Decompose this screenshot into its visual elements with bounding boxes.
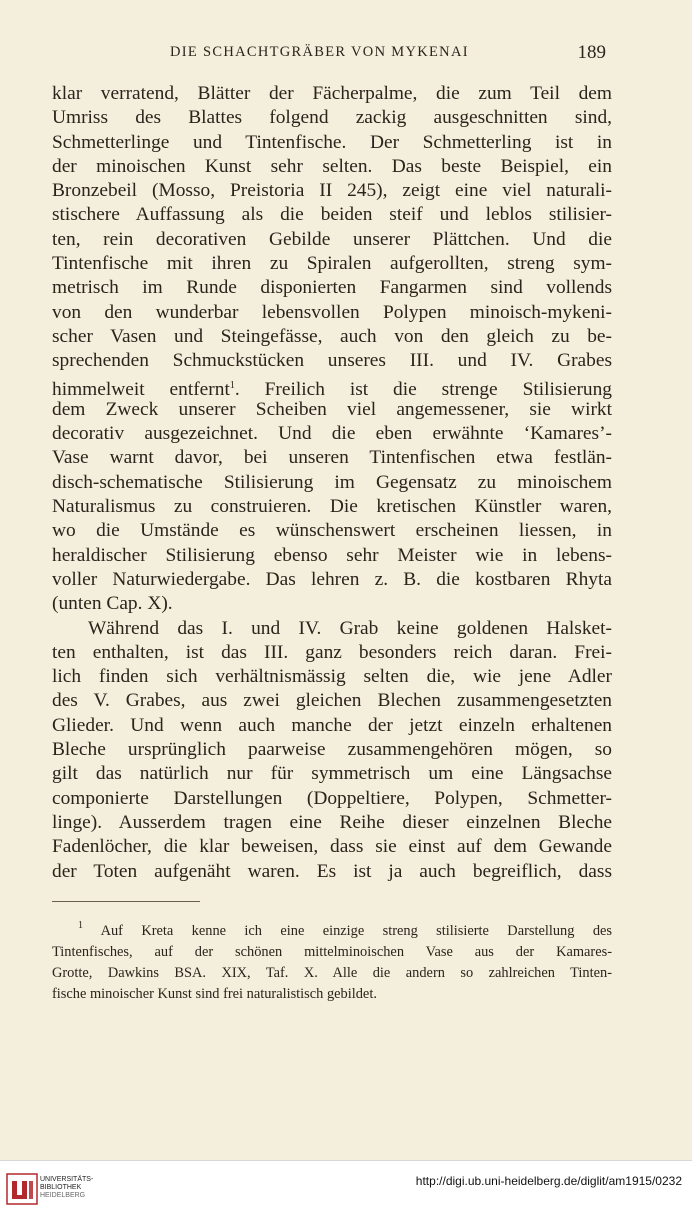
text-segment: himmelweit entfernt [52, 378, 230, 400]
text-line: Bronzebeil (Mosso, Preistoria II 245), zeigt eine viel naturali- [52, 180, 612, 202]
footnote [52, 915, 612, 1005]
text-line: Tintenfische mit ihren zu Spiralen aufgerollten, streng sym- [52, 253, 612, 275]
text-line: von den wunderbar lebensvollen Polypen minoisch-mykeni- [52, 301, 612, 323]
text-line: heraldischer Stilisierung ebenso sehr Meister wie in lebens- [52, 544, 612, 566]
university-library-logo-icon[interactable] [6, 1173, 38, 1205]
text-line: Naturalismus zu construieren. Die kretischen Künstler waren, [52, 496, 612, 518]
text-line: Fadenlöcher, die klar beweisen, dass sie einst auf dem Gewande [52, 836, 612, 858]
text-line: klar verratend, Blätter der Fächerpalme, die zum Teil dem [52, 83, 612, 104]
running-title: DIE SCHACHTGRÄBER VON MYKENAI [170, 44, 469, 60]
footnote-reference: 1 [229, 379, 235, 391]
text-line: componierte Darstellungen (Doppeltiere, Polypen, Schmetter- [52, 787, 612, 809]
text-line: des V. Grabes, aus zwei gleichen Blechen zusammengesetzten [52, 690, 612, 712]
text-line: scher Vasen und Steingefässe, auch von den gleich zu be- [52, 325, 612, 347]
text-line: gilt das natürlich nur für symmetrisch um eine Längsachse [52, 763, 612, 785]
footnote-line: Tintenfisches, auf der schönen mittelminoischen Vase aus der Kamares- [52, 944, 612, 960]
text-line: Bleche ursprünglich paarweise zusammengehören mögen, so [52, 739, 612, 761]
text-line: linge). Ausserdem tragen eine Reihe dieser einzelnen Bleche [52, 811, 612, 833]
footnote-line: fische minoischer Kunst sind frei naturalistisch gebildet. [52, 986, 377, 1002]
text-line: stischere Auffassung als die beiden steif und leblos stilisier- [52, 204, 612, 226]
text-line: wo die Umstände es wünschenswert erscheinen liessen, in [52, 520, 612, 542]
footnote-text: Auf Kreta kenne ich eine einzige streng stilisierte Darstellung des [100, 923, 613, 939]
text-line: der minoischen Kunst sehr selten. Das beste Beispiel, ein [52, 155, 612, 177]
viewer-footer [0, 1160, 692, 1215]
text-line: (unten Cap. X). [52, 593, 173, 615]
footnote-divider [52, 901, 200, 902]
text-line: ten enthalten, ist das III. ganz besonders reich daran. Frei- [52, 641, 612, 663]
text-segment: . Freilich ist die strenge Stilisierung [234, 378, 612, 400]
library-name-line: UNIVERSITÄTS- [40, 1176, 94, 1183]
library-name-line: BIBLIOTHEK [40, 1184, 82, 1191]
text-line: sprechenden Schmuckstücken unseres III. und IV. Grabes [52, 350, 612, 372]
library-name-line: HEIDELBERG [40, 1192, 86, 1199]
text-line: disch-schematische Stilisierung im Gegensatz zu minoischem [52, 471, 612, 493]
page-number: 189 [577, 42, 606, 63]
text-line: metrisch im Runde disponierten Fangarmen sind vollends [52, 277, 612, 299]
text-line: decorativ ausgezeichnet. Und die eben erwähnte ‘Kamares’- [52, 423, 612, 445]
text-line: Vase warnt davor, bei unseren Tintenfischen etwa festlän- [52, 447, 612, 469]
text-line-with-footnote-ref [52, 374, 612, 398]
footnote-line [52, 915, 612, 942]
text-line: Umriss des Blattes folgend zackig ausgeschnitten sind, [52, 107, 612, 129]
library-name [40, 1176, 93, 1200]
text-line: voller Naturwiedergabe. Das lehren z. B. die kostbaren Rhyta [52, 568, 612, 590]
permalink-url[interactable]: http://digi.ub.uni-heidelberg.de/diglit/am1915/0232 [415, 1174, 682, 1188]
body-text [52, 82, 612, 884]
text-line: der Toten aufgenäht waren. Es ist ja auch begreiflich, dass [52, 860, 612, 882]
footnote-marker: 1 [78, 920, 83, 931]
page-header [52, 44, 612, 66]
text-line: dem Zweck unserer Scheiben viel angemessener, sie wirkt [52, 398, 612, 420]
text-line: Während das I. und IV. Grab keine goldenen Halsket- [88, 617, 612, 639]
text-line: Schmetterlinge und Tintenfische. Der Schmetterling ist in [52, 131, 612, 153]
footnote-line: Grotte, Dawkins BSA. XIX, Taf. X. Alle die andern so zahlreichen Tinten- [52, 965, 612, 981]
text-line: ten, rein decorativen Gebilde unserer Plättchen. Und die [52, 228, 612, 250]
text-line: lich finden sich verhältnismässig selten die, wie jene Adler [52, 666, 612, 688]
text-line: Glieder. Und wenn auch manche der jetzt einzeln erhaltenen [52, 714, 612, 736]
